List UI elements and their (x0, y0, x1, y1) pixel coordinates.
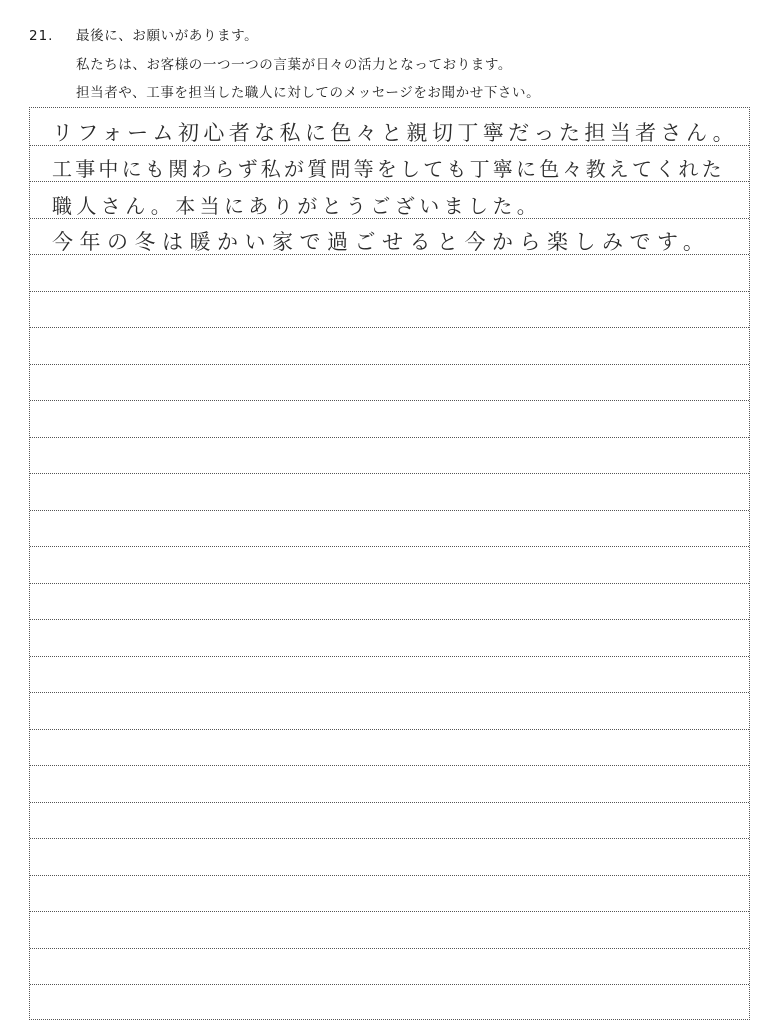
ruled-line (30, 656, 749, 657)
ruled-line (30, 291, 749, 292)
ruled-line (30, 948, 749, 949)
question-number: 21. (29, 28, 54, 44)
ruled-line (30, 729, 749, 730)
handwritten-line-4: 今年の冬は暖かい家で過ごせると今から楽しみです。 (52, 230, 711, 254)
ruled-line (30, 364, 749, 365)
question-header (0, 0, 768, 105)
ruled-line (30, 692, 749, 693)
ruled-line (30, 911, 749, 912)
ruled-line (30, 838, 749, 839)
ruled-line (30, 546, 749, 547)
ruled-line (30, 400, 749, 401)
ruled-line (30, 875, 749, 876)
ruled-line (30, 619, 749, 620)
question-instruction-1: 私たちは、お客様の一つ一つの言葉が日々の活力となっております。 (76, 57, 513, 73)
ruled-line (30, 473, 749, 474)
handwritten-line-3: 職人さん。本当にありがとうございました。 (52, 194, 542, 218)
ruled-line (30, 437, 749, 438)
answer-box (29, 107, 750, 1020)
ruled-line (30, 984, 749, 985)
question-title: 最後に、お願いがあります。 (76, 28, 259, 44)
handwritten-line-1: リフォーム初心者な私に色々と親切丁寧だった担当者さん。 (52, 121, 739, 145)
ruled-line (30, 327, 749, 328)
ruled-line (30, 583, 749, 584)
ruled-line (30, 765, 749, 766)
ruled-line (30, 510, 749, 511)
question-instruction-2: 担当者や、工事を担当した職人に対してのメッセージをお聞かせ下さい。 (76, 85, 541, 101)
handwritten-line-2: 工事中にも関わらず私が質問等をしても丁寧に色々教えてくれた (52, 157, 725, 181)
ruled-line (30, 802, 749, 803)
